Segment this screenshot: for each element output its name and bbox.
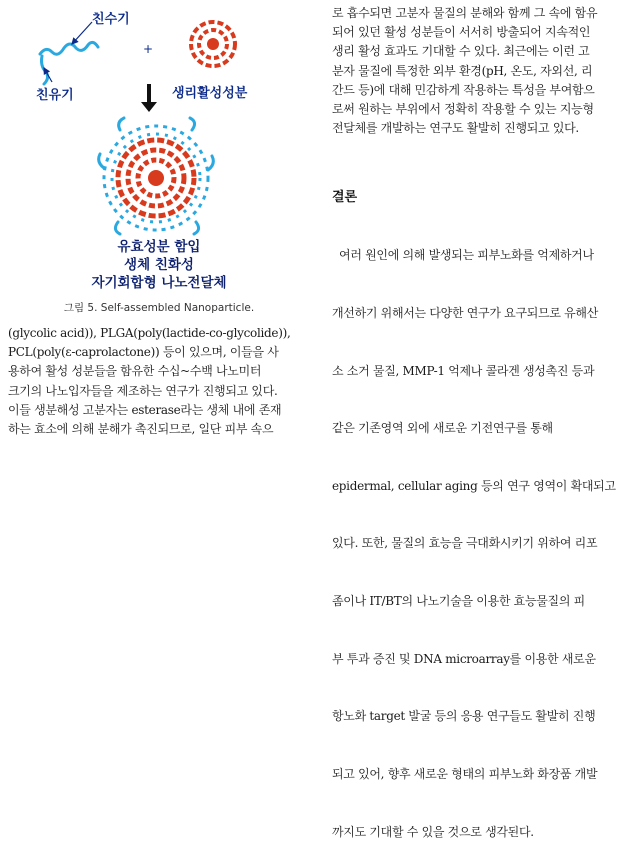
figure-caption: 그림 5. Self-assembled Nanoparticle.: [63, 302, 255, 314]
text-line: PCL(poly(ε-caprolactone)) 등이 있으며, 이들을 사: [8, 345, 279, 360]
polymer-chain-icon: [40, 42, 98, 54]
text-line: 로 흡수되면 고분자 물질의 분해와 함께 그 속에 함유: [332, 6, 598, 20]
text-line: 크기의 나노입자들을 제조하는 연구가 진행되고 있다.: [8, 383, 278, 398]
text-line: 부 투과 증진 및 DNA microarray를 이용한 새로운: [332, 651, 596, 666]
nanoparticle-icon: [99, 118, 214, 234]
text-line: 간드 등)에 대해 민감하게 작용하는 특성을 부여함으: [332, 82, 595, 97]
right-paragraph-top: [332, 4, 632, 138]
label-hydrophilic: 친수기: [92, 12, 130, 27]
text-line: 전달체를 개발하는 연구도 활발히 진행되고 있다.: [332, 121, 579, 136]
text-line: 되어 있던 활성 성분들이 서서히 방출되어 지속적인: [332, 25, 591, 40]
figure-title-line-2: 생체 친화성: [124, 257, 194, 273]
left-column: [0, 0, 318, 475]
text-line: epidermal, cellular aging 등의 연구 영역이 확대되고: [332, 478, 616, 493]
text-line: 개선하기 위해서는 다양한 연구가 요구되므로 유해산: [332, 306, 598, 321]
arrow-hydrophilic-icon: [72, 22, 92, 44]
down-arrow-icon: [141, 84, 157, 112]
label-hydrophobic: 친유기: [36, 88, 74, 103]
plus-sign: +: [143, 42, 154, 56]
text-line: 소 소거 물질, MMP-1 억제나 콜라겐 생성촉진 등과: [332, 363, 595, 378]
text-line: 용하여 활성 성분들을 함유한 수십~수백 나노미터: [8, 364, 262, 379]
left-paragraph: [8, 324, 314, 439]
text-line: 항노화 target 발굴 등의 응용 연구들도 활발히 진행: [332, 709, 596, 724]
text-line: 까지도 기대할 수 있을 것으로 생각된다.: [332, 824, 534, 839]
text-line: 있다. 또한, 물질의 효능을 극대화시키기 위하여 리포: [332, 536, 598, 551]
text-line: 여러 원인에 의해 발생되는 피부노화를 억제하거나: [332, 248, 594, 263]
figure-title-line-1: 유효성분 함입: [117, 239, 201, 255]
text-line: 로써 원하는 부위에서 정확히 작용할 수 있는 지능형: [332, 102, 594, 117]
figure-self-assembled-nanoparticle: [0, 0, 318, 322]
bioactive-molecule-icon: [191, 22, 235, 66]
text-line: 되고 있어, 향후 새로운 형태의 피부노화 화장품 개발: [332, 766, 598, 781]
conclusion-paragraph: [332, 208, 632, 861]
figure-title-line-3: 자기회합형 나노전달체: [91, 275, 227, 291]
text-line: 이들 생분해성 고분자는 esterase라는 생체 내에 존재: [8, 402, 282, 417]
text-line: 좀이나 IT/BT의 나노기술을 이용한 효능물질의 피: [332, 594, 585, 609]
text-line: 생리 활성 효과도 기대할 수 있다. 최근에는 이런 고: [332, 44, 590, 59]
text-line: 분자 물질에 특정한 외부 환경(pH, 온도, 자외선, 리: [332, 63, 593, 78]
section-heading-conclusion: 결론: [332, 190, 358, 205]
text-line: 하는 효소에 의해 분해가 촉진되므로, 일단 피부 속으: [8, 422, 274, 437]
label-bioactive: 생리활성성분: [172, 86, 248, 101]
text-line: (glycolic acid)), PLGA(poly(lactide-co-glycolide)),: [8, 326, 291, 340]
text-line: 같은 기존영역 외에 새로운 기전연구를 통해: [332, 421, 553, 436]
